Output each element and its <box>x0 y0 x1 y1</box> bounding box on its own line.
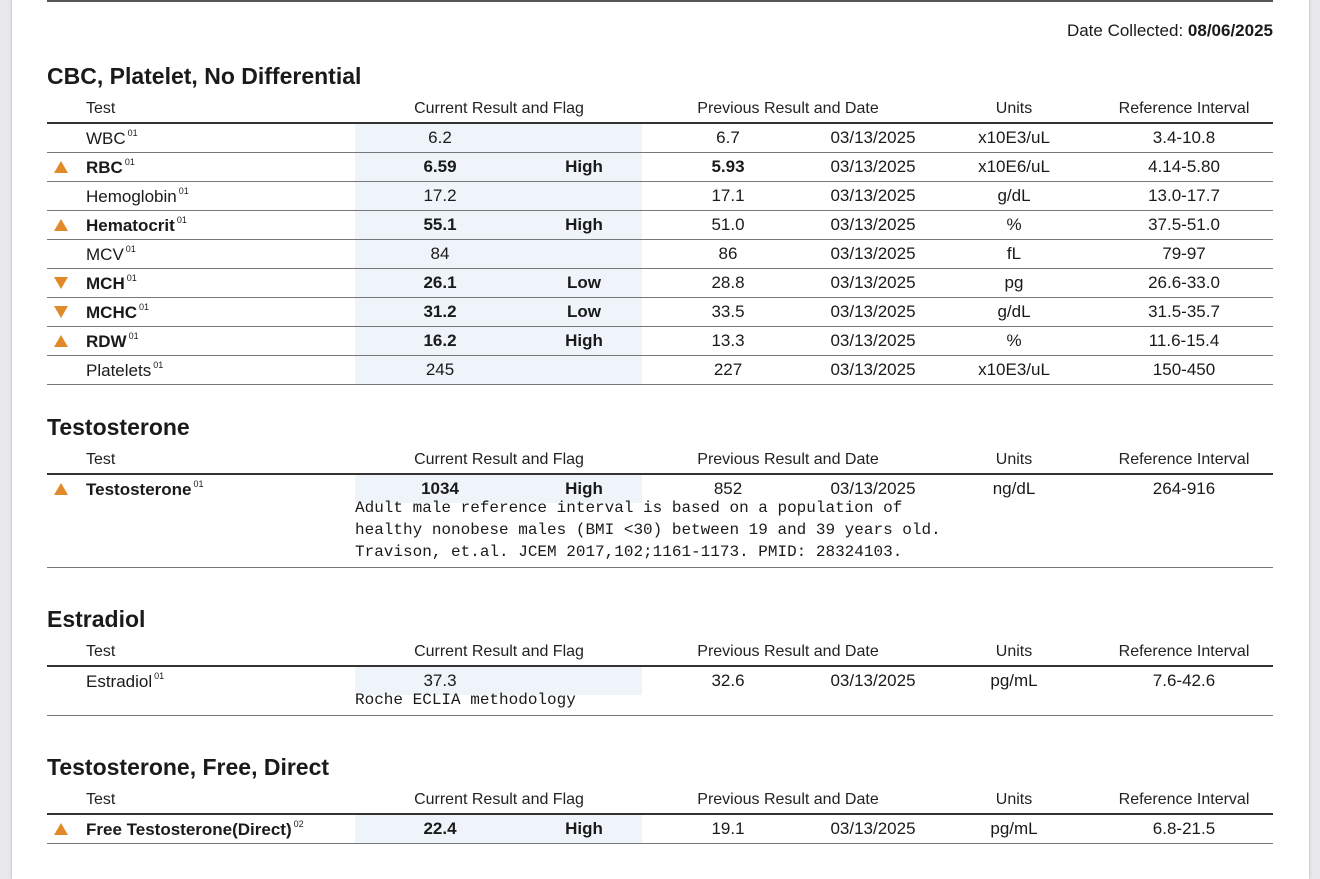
reference-interval: 7.6-42.6 <box>1152 671 1216 690</box>
table-row <box>47 815 1273 844</box>
previous-result: 227 <box>713 360 743 379</box>
lab-reference: 01 <box>128 331 139 341</box>
up-triangle-icon <box>53 217 69 233</box>
test-name <box>86 302 149 323</box>
date-collected-label: Date Collected: <box>1066 21 1184 40</box>
units: x10E6/uL <box>978 157 1050 176</box>
table-row <box>47 356 1273 385</box>
section-rule <box>47 567 1273 568</box>
previous-date: 03/13/2025 <box>830 360 916 379</box>
reference-interval: 37.5-51.0 <box>1148 215 1220 234</box>
table-row <box>47 269 1273 298</box>
current-result: 84 <box>430 244 450 263</box>
reference-interval: 6.8-21.5 <box>1152 819 1216 838</box>
top-rule <box>47 0 1273 2</box>
current-result: 16.2 <box>423 331 457 350</box>
section-title: Estradiol <box>47 606 146 632</box>
section-title: Testosterone, Free, Direct <box>47 754 330 780</box>
result-section <box>47 605 1273 716</box>
test-name-text: MCH <box>86 274 125 293</box>
reference-column-header: Reference Interval <box>1118 451 1250 468</box>
current-result-cell <box>355 182 642 210</box>
lab-reference: 01 <box>125 244 136 254</box>
previous-result: 28.8 <box>711 273 745 292</box>
units: x10E3/uL <box>978 128 1050 147</box>
current-result: 55.1 <box>423 215 457 234</box>
table-row <box>47 211 1273 240</box>
date-collected <box>1067 21 1273 41</box>
table-row <box>47 240 1273 269</box>
test-name <box>86 186 189 207</box>
test-name-text: MCV <box>86 245 124 264</box>
section-title: CBC, Platelet, No Differential <box>47 63 362 89</box>
previous-date: 03/13/2025 <box>830 273 916 292</box>
test-name-text: Hemoglobin <box>86 187 177 206</box>
result-flag: High <box>565 215 603 234</box>
test-name-text: RBC <box>86 158 123 177</box>
units: pg/mL <box>990 819 1038 838</box>
reference-interval: 4.14-5.80 <box>1148 157 1220 176</box>
reference-interval: 31.5-35.7 <box>1148 302 1220 321</box>
test-name-text: Estradiol <box>86 672 153 691</box>
lab-report-page <box>12 0 1309 879</box>
result-flag: Low <box>567 273 601 292</box>
result-section <box>47 62 1273 385</box>
current-column-header: Current Result and Flag <box>414 791 584 808</box>
column-headers <box>47 451 1273 473</box>
previous-column-header: Previous Result and Date <box>697 451 879 468</box>
result-flag: High <box>565 479 603 498</box>
previous-date: 03/13/2025 <box>830 157 916 176</box>
section-title: Testosterone <box>47 414 190 440</box>
units-column-header: Units <box>995 451 1033 468</box>
test-name <box>86 215 187 236</box>
previous-result: 5.93 <box>711 157 745 176</box>
down-triangle-icon <box>53 275 69 291</box>
current-result-cell <box>355 356 642 384</box>
result-comment: Adult male reference interval is based on a population of healthy nonobese males (BMI <30) between 19 and 39 years old. Travison, et.al. JCEM 2017,102;1161-1173. PMID: 28324103. <box>355 499 941 561</box>
test-name <box>86 360 163 381</box>
test-name-text: Testosterone <box>86 480 192 499</box>
test-column-header: Test <box>86 451 116 468</box>
units-column-header: Units <box>995 643 1033 660</box>
section-rule <box>47 715 1273 716</box>
test-name <box>86 244 136 265</box>
table-row <box>47 298 1273 327</box>
current-result: 245 <box>425 360 455 379</box>
current-result-cell <box>355 124 642 152</box>
units: g/dL <box>997 302 1031 321</box>
current-result: 6.59 <box>423 157 457 176</box>
previous-date: 03/13/2025 <box>830 819 916 838</box>
reference-interval: 3.4-10.8 <box>1152 128 1216 147</box>
current-column-header: Current Result and Flag <box>414 100 584 117</box>
units: pg <box>1004 273 1024 292</box>
current-result: 26.1 <box>423 273 457 292</box>
table-row <box>47 182 1273 211</box>
test-column-header: Test <box>86 791 116 808</box>
previous-result: 6.7 <box>716 128 740 147</box>
units: pg/mL <box>990 671 1038 690</box>
units: g/dL <box>997 186 1031 205</box>
previous-date: 03/13/2025 <box>830 186 916 205</box>
up-triangle-icon <box>53 481 69 497</box>
test-name-text: Hematocrit <box>86 216 175 235</box>
previous-column-header: Previous Result and Date <box>697 100 879 117</box>
previous-result: 17.1 <box>711 186 745 205</box>
test-name-text: WBC <box>86 129 126 148</box>
reference-column-header: Reference Interval <box>1118 100 1250 117</box>
column-headers <box>47 100 1273 122</box>
lab-reference: 01 <box>176 215 187 225</box>
previous-column-header: Previous Result and Date <box>697 643 879 660</box>
current-result: 22.4 <box>423 819 457 838</box>
lab-reference: 01 <box>178 186 189 196</box>
previous-date: 03/13/2025 <box>830 671 916 690</box>
lab-reference: 01 <box>153 360 164 370</box>
reference-column-header: Reference Interval <box>1118 791 1250 808</box>
result-section <box>47 413 1273 568</box>
previous-date: 03/13/2025 <box>830 128 916 147</box>
units: % <box>1006 215 1022 234</box>
test-name-text: Free Testosterone(Direct) <box>86 820 292 839</box>
lab-reference: 01 <box>193 479 204 489</box>
previous-result: 86 <box>718 244 738 263</box>
previous-date: 03/13/2025 <box>830 302 916 321</box>
previous-result: 19.1 <box>711 819 745 838</box>
lab-reference: 01 <box>127 128 138 138</box>
down-triangle-icon <box>53 304 69 320</box>
units: % <box>1006 331 1022 350</box>
test-name <box>86 273 137 294</box>
current-result: 6.2 <box>428 128 452 147</box>
reference-interval: 264-916 <box>1152 479 1216 498</box>
previous-result: 13.3 <box>711 331 745 350</box>
previous-result: 33.5 <box>711 302 745 321</box>
current-column-header: Current Result and Flag <box>414 451 584 468</box>
up-triangle-icon <box>53 159 69 175</box>
test-name-text: MCHC <box>86 303 137 322</box>
test-name <box>86 819 304 840</box>
column-headers <box>47 643 1273 665</box>
current-result: 31.2 <box>423 302 457 321</box>
previous-date: 03/13/2025 <box>830 244 916 263</box>
reference-interval: 26.6-33.0 <box>1148 273 1220 292</box>
result-flag: Low <box>567 302 601 321</box>
test-column-header: Test <box>86 643 116 660</box>
column-headers <box>47 791 1273 813</box>
current-result: 37.3 <box>423 671 457 690</box>
test-name <box>86 331 139 352</box>
lab-reference: 02 <box>293 819 304 829</box>
up-triangle-icon <box>53 821 69 837</box>
reference-interval: 13.0-17.7 <box>1148 186 1220 205</box>
test-name-text: Platelets <box>86 361 152 380</box>
table-row <box>47 124 1273 153</box>
result-flag: High <box>565 157 603 176</box>
reference-interval: 79-97 <box>1162 244 1206 263</box>
test-column-header: Test <box>86 100 116 117</box>
result-flag: High <box>565 331 603 350</box>
current-result: 1034 <box>421 479 459 498</box>
units: x10E3/uL <box>978 360 1050 379</box>
previous-result: 852 <box>713 479 743 498</box>
lab-reference: 01 <box>139 302 150 312</box>
lab-reference: 01 <box>126 273 137 283</box>
units-column-header: Units <box>995 791 1033 808</box>
previous-result: 32.6 <box>711 671 745 690</box>
current-column-header: Current Result and Flag <box>414 643 584 660</box>
reference-column-header: Reference Interval <box>1118 643 1250 660</box>
lab-reference: 01 <box>124 157 135 167</box>
result-comment: Roche ECLIA methodology <box>355 691 576 709</box>
test-name-text: RDW <box>86 332 127 351</box>
previous-date: 03/13/2025 <box>830 479 916 498</box>
test-name <box>86 157 135 178</box>
table-row <box>47 153 1273 182</box>
units: fL <box>1006 244 1022 263</box>
units-column-header: Units <box>995 100 1033 117</box>
current-result-cell <box>355 240 642 268</box>
previous-date: 03/13/2025 <box>830 215 916 234</box>
units: ng/dL <box>992 479 1036 498</box>
reference-interval: 11.6-15.4 <box>1148 331 1220 350</box>
result-flag: High <box>565 819 603 838</box>
lab-reference: 01 <box>154 671 165 681</box>
previous-column-header: Previous Result and Date <box>697 791 879 808</box>
reference-interval: 150-450 <box>1152 360 1216 379</box>
date-collected-value: 08/06/2025 <box>1187 21 1273 40</box>
result-section <box>47 753 1273 844</box>
up-triangle-icon <box>53 333 69 349</box>
table-row <box>47 327 1273 356</box>
previous-result: 51.0 <box>711 215 745 234</box>
test-name <box>86 128 138 149</box>
current-result: 17.2 <box>423 186 457 205</box>
previous-date: 03/13/2025 <box>830 331 916 350</box>
